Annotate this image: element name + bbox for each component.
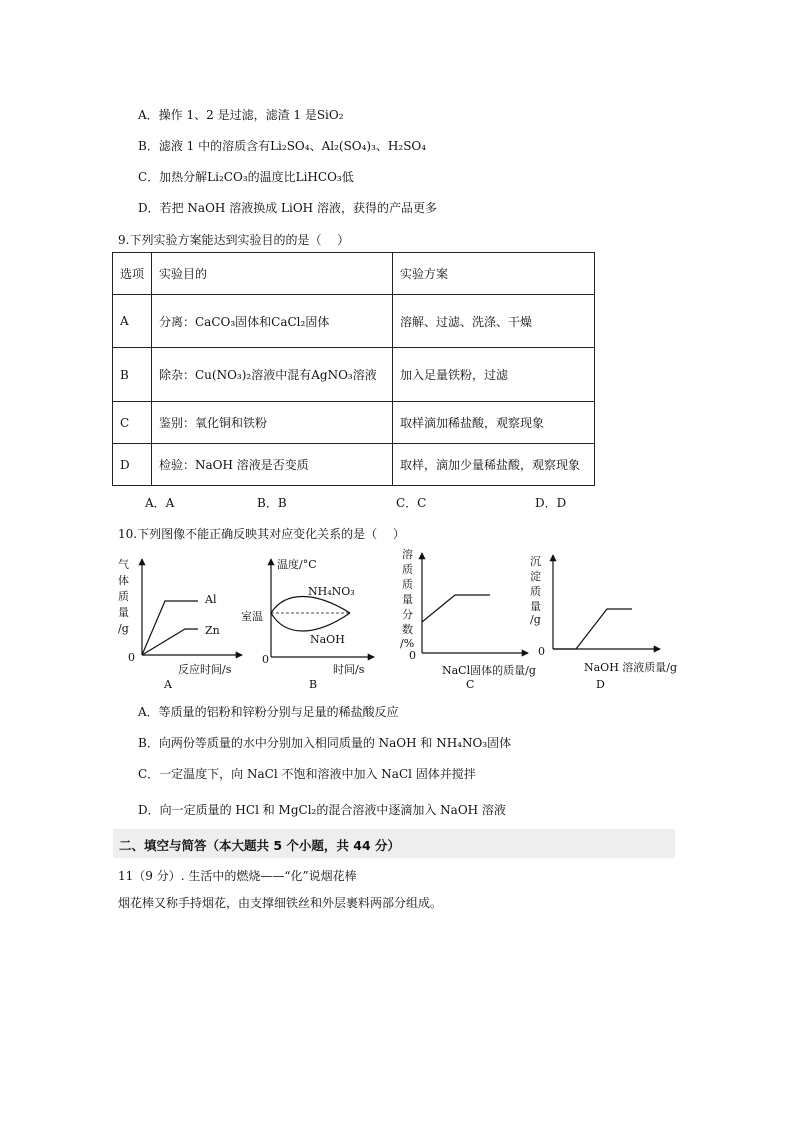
section-2-title: 二、填空与简答（本大题共 5 个小题，共 44 分） [119,838,401,853]
table-row [113,348,595,402]
q10-option-d: D．向一定质量的 HCl 和 MgCl₂的混合溶液中逐滴加入 NaOH 溶液 [138,803,506,817]
graph-a-al-line [142,601,198,655]
graph-a-ylabel: 质 [118,590,129,603]
graph-a-series-zn: Zn [205,624,220,637]
q9-stem: 9.下列实验方案能达到实验目的的是（ ） [118,233,350,247]
graph-c-origin: 0 [409,649,416,662]
q8-option-d: D．若把 NaOH 溶液换成 LiOH 溶液，获得的产品更多 [138,201,437,215]
graph-d-ylabel: /g [530,613,541,626]
graph-c-ylabel: 分 [402,608,413,621]
graph-d-letter: D [596,678,605,691]
q9-choice-d: D．D [535,496,567,510]
graph-a-xlabel: 反应时间/s [178,663,232,676]
table-cell: 检验：NaOH 溶液是否变质 [152,444,393,486]
graph-b-origin: 0 [262,653,269,666]
graph-d-origin: 0 [538,645,545,658]
graph-d-xlabel: NaOH 溶液质量/g [584,661,678,674]
table-header-row [113,253,595,295]
graph-c-ylabel: 质 [402,563,413,576]
q10-graphs [110,545,690,695]
graph-b [241,557,374,691]
graph-b-xlabel: 时间/s [333,663,365,676]
q8-option-b: B．滤液 1 中的溶质含有Li₂SO₄、Al₂(SO₄)₃、H₂SO₄ [138,139,427,153]
graph-b-upper-label: NH₄NO₃ [308,585,355,598]
q10-stem: 10.下列图像不能正确反映其对应变化关系的是（ ） [118,527,405,541]
table-cell: A [113,295,152,348]
table-cell: 除杂：Cu(NO₃)₂溶液中混有AgNO₃溶液 [152,348,393,402]
table-cell: 鉴别：氧化铜和铁粉 [152,402,393,444]
q11-text: 烟花棒又称手持烟花，由支撑细铁丝和外层裹料两部分组成。 [118,896,443,910]
graph-d-ylabel: 量 [530,600,541,613]
q9-table [112,252,595,486]
q11-stem: 11（9 分）. 生活中的燃烧——“化”说烟花棒 [118,869,357,883]
table-cell: C [113,402,152,444]
q9-choice-c: C．C [396,496,427,510]
table-cell: D [113,444,152,486]
table-cell: 取样滴加稀盐酸，观察现象 [393,402,595,444]
graph-c [400,547,536,691]
q8-option-a: A．操作 1、2 是过滤，滤渣 1 是SiO₂ [138,108,344,122]
table-header-cell: 实验方案 [393,253,595,295]
graph-c-ylabel: /% [400,637,415,650]
graph-d-ylabel: 质 [530,585,541,598]
graph-c-ylabel: 量 [402,593,413,606]
graph-b-upper-curve [271,597,350,614]
graph-a-series-al: Al [205,593,217,606]
graph-d [530,555,677,691]
q10-option-b: B．向两份等质量的水中分别加入相同质量的 NaOH 和 NH₄NO₃固体 [138,736,512,750]
table-cell: B [113,348,152,402]
graph-c-line [422,595,490,622]
graph-c-ylabel: 数 [402,623,413,636]
graph-c-ylabel: 质 [402,578,413,591]
graph-a-ylabel: 量 [118,606,129,619]
graph-a-ylabel: 气 [118,558,129,571]
table-header-cell: 实验目的 [152,253,393,295]
graph-d-ylabel: 淀 [530,570,541,583]
q9-choice-a: A．A [145,496,175,510]
graph-b-room-temp: 室温 [241,610,263,623]
q8-option-c: C．加热分解Li₂CO₃的温度比LiHCO₃低 [138,170,354,184]
table-header-cell: 选项 [113,253,152,295]
table-cell: 取样，滴加少量稀盐酸，观察现象 [393,444,595,486]
q10-option-c: C．一定温度下，向 NaCl 不饱和溶液中加入 NaCl 固体并搅拌 [138,767,476,781]
graph-c-ylabel: 溶 [402,548,413,561]
graph-a-letter: A [164,678,172,691]
graph-d-line [553,609,632,649]
table-cell: 溶解、过滤、洗涤、干燥 [393,295,595,348]
graph-a-ylabel: 体 [118,574,129,587]
graph-b-letter: B [309,678,318,691]
graph-a-origin: 0 [128,651,135,664]
graph-d-ylabel: 沉 [530,555,541,568]
table-cell: 加入足量铁粉，过滤 [393,348,595,402]
table-cell: 分离：CaCO₃固体和CaCl₂固体 [152,295,393,348]
graph-c-letter: C [466,678,475,691]
graph-a-ylabel: /g [118,622,129,635]
graph-b-lower-curve [271,613,350,631]
table-row [113,402,595,444]
graph-b-lower-label: NaOH [310,633,345,646]
table-row [113,444,595,486]
graph-a-zn-line [142,629,198,655]
section-2-header [113,829,675,858]
graph-b-ylabel: 温度/°C [277,558,317,571]
q10-option-a: A．等质量的铝粉和锌粉分别与足量的稀盐酸反应 [138,705,399,719]
q9-choice-b: B．B [257,496,287,510]
graph-c-xlabel: NaCl固体的质量/g [442,664,536,677]
graph-a [118,557,242,691]
table-row [113,295,595,348]
